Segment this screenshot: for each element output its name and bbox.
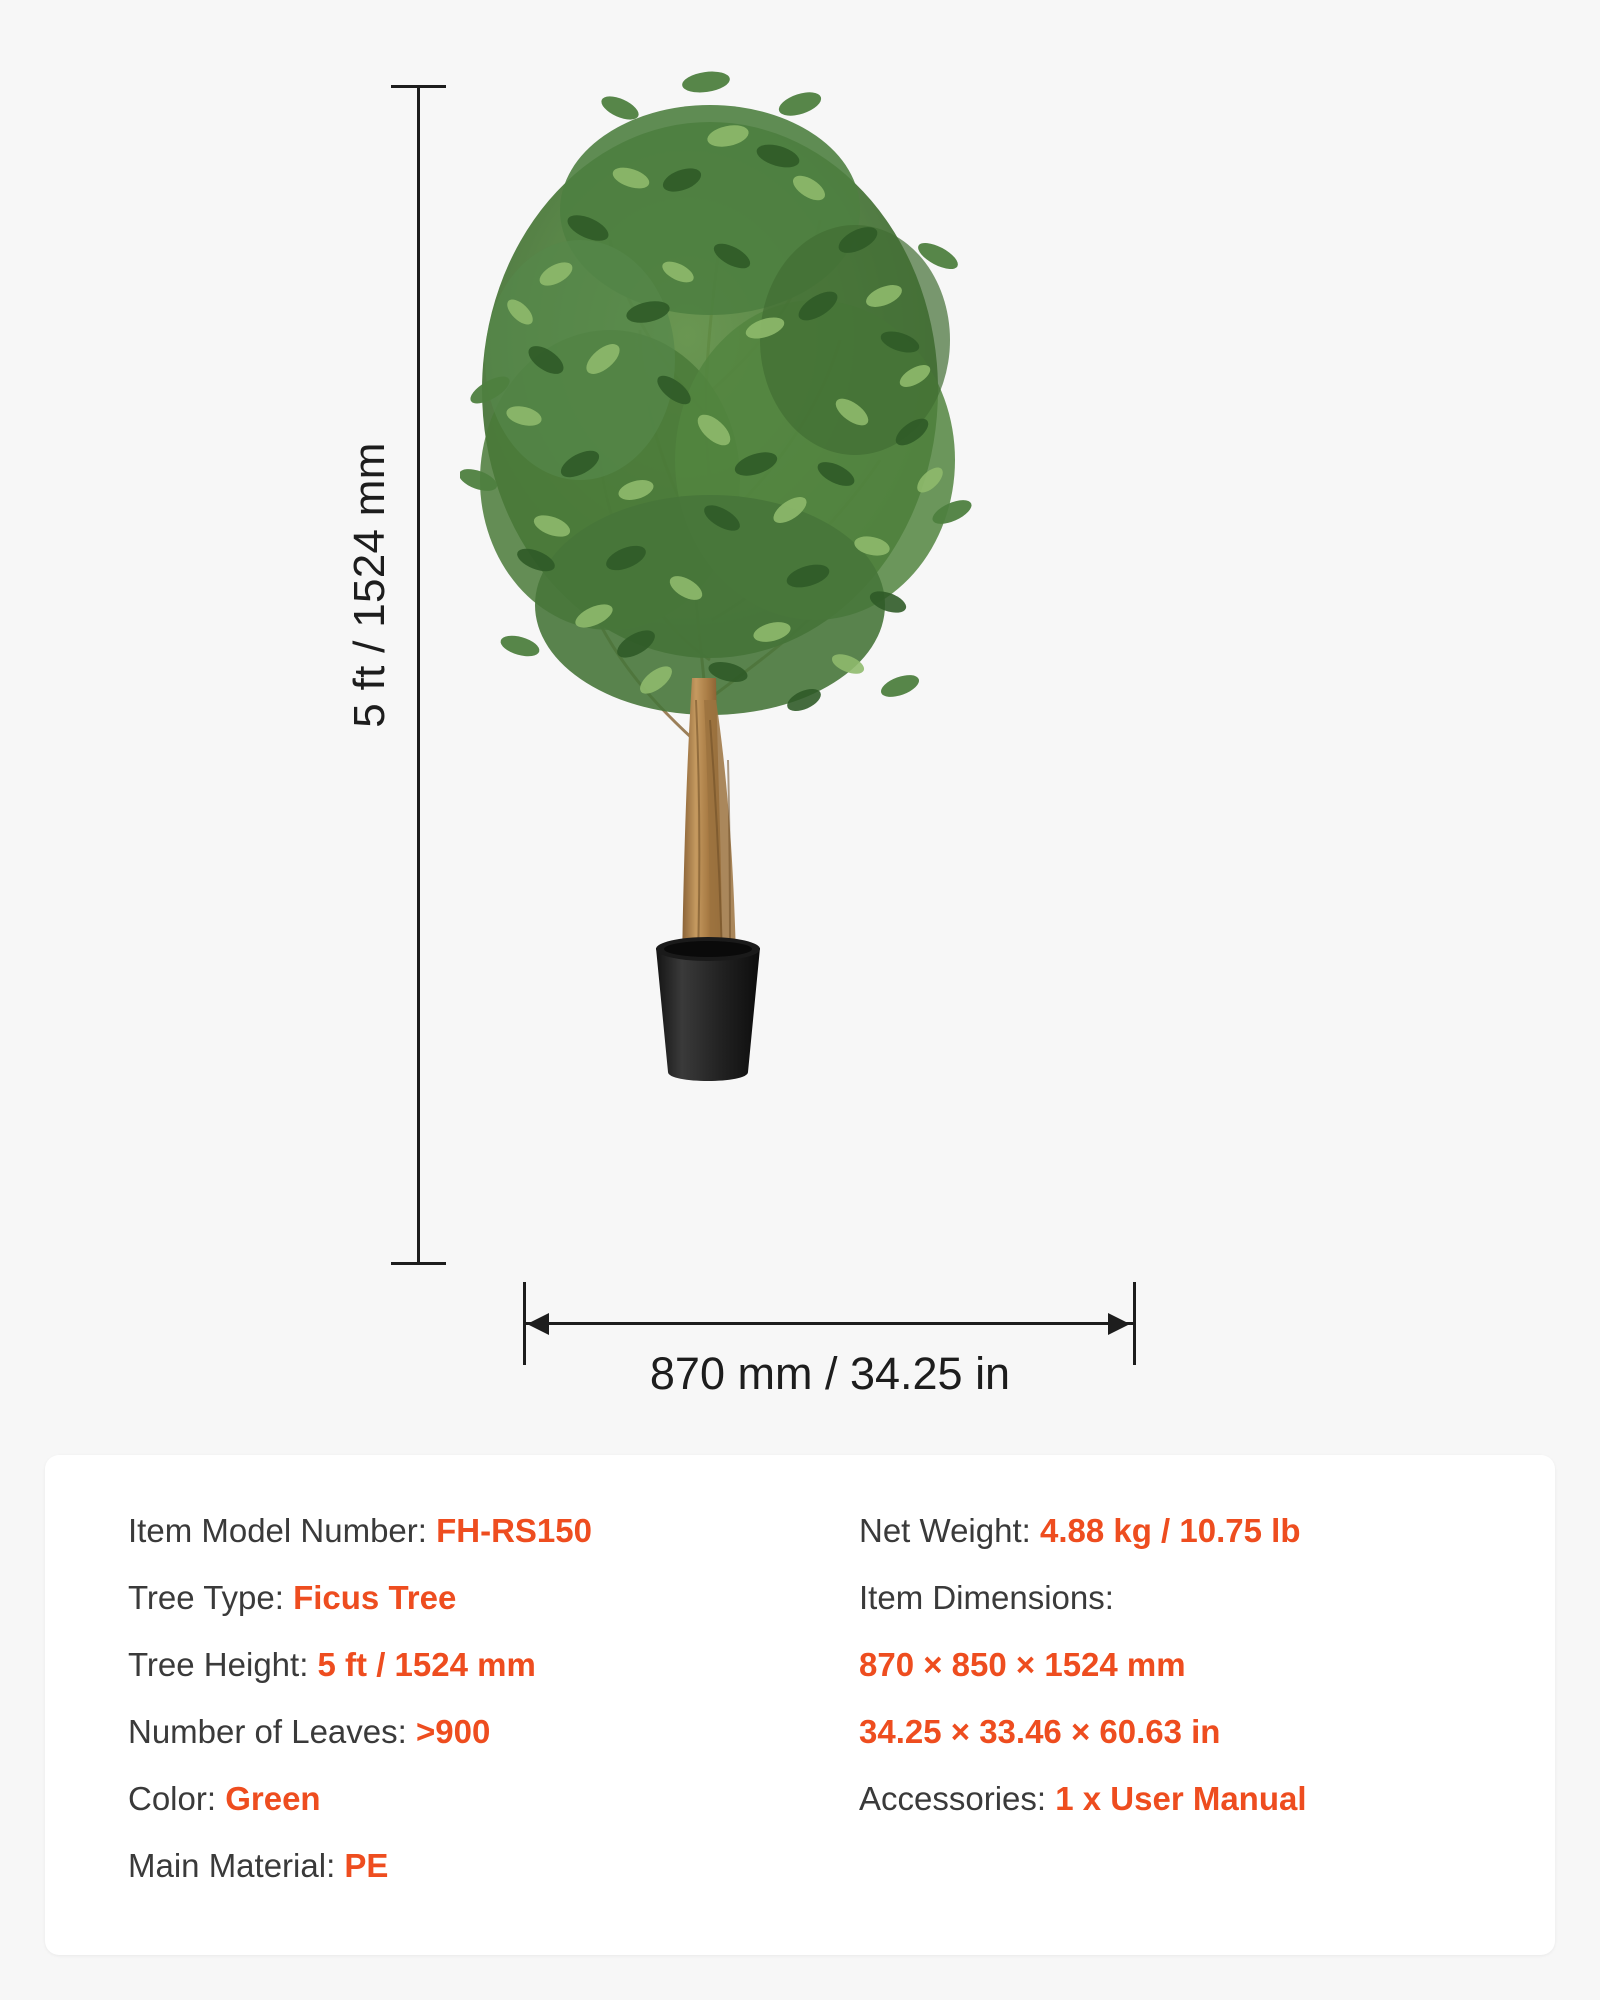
height-dimension-label: 5 ft / 1524 mm [345,442,394,728]
spec-value-model-number: FH-RS150 [436,1512,592,1549]
spec-row-color [128,1765,825,1832]
product-image-ficus-tree [460,60,1200,1290]
spec-key-number-of-leaves: Number of Leaves: [128,1713,407,1750]
spec-row-tree-height [128,1631,825,1698]
spec-row-dimensions-in [859,1698,1555,1765]
spec-row-main-material [128,1832,825,1899]
spec-row-net-weight [859,1497,1555,1564]
spec-value-dimensions-in: 34.25 × 33.46 × 60.63 in [859,1713,1221,1750]
spec-value-tree-height: 5 ft / 1524 mm [317,1646,536,1683]
specification-card [45,1455,1555,1955]
spec-row-accessories [859,1765,1555,1832]
spec-value-color: Green [225,1780,321,1817]
spec-column-left [45,1497,825,1899]
spec-key-color: Color: [128,1780,217,1817]
spec-row-number-of-leaves [128,1698,825,1765]
spec-value-tree-type: Ficus Tree [293,1579,457,1616]
width-dimension-label: 870 mm / 34.25 in [649,1348,1011,1399]
spec-value-net-weight: 4.88 kg / 10.75 lb [1039,1512,1301,1549]
spec-row-model-number [128,1497,825,1564]
height-dimension-line [417,85,420,1265]
spec-key-main-material: Main Material: [128,1847,336,1884]
spec-key-tree-type: Tree Type: [128,1579,284,1616]
spec-value-number-of-leaves: >900 [415,1713,491,1750]
width-arrow-right-icon [1108,1313,1130,1335]
spec-row-dimensions-mm [859,1631,1555,1698]
height-dimension-cap-bottom [391,1262,446,1265]
spec-key-net-weight: Net Weight: [859,1512,1031,1549]
spec-key-item-dimensions: Item Dimensions: [859,1579,1114,1616]
spec-key-accessories: Accessories: [859,1780,1047,1817]
spec-value-main-material: PE [344,1847,389,1884]
spec-row-tree-type [128,1564,825,1631]
width-dimension-line [523,1322,1136,1325]
spec-key-tree-height: Tree Height: [128,1646,309,1683]
spec-column-right [825,1497,1555,1899]
spec-value-dimensions-mm: 870 × 850 × 1524 mm [859,1646,1186,1683]
width-arrow-left-icon [527,1313,549,1335]
spec-row-item-dimensions [859,1564,1555,1631]
spec-key-model-number: Item Model Number: [128,1512,427,1549]
spec-value-accessories: 1 x User Manual [1055,1780,1307,1817]
